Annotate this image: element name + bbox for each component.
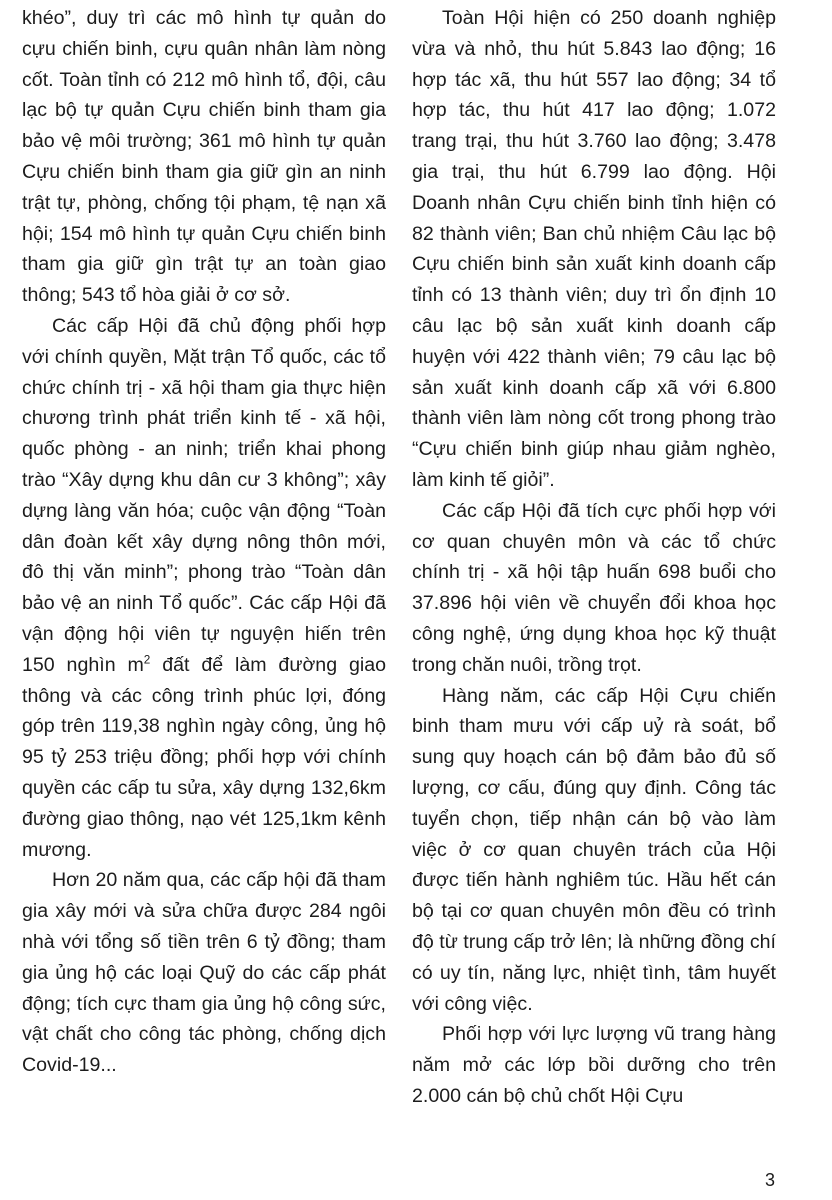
text-column-right [412,3,776,1112]
paragraph: Các cấp Hội đã tích cực phối hợp với cơ quan chuyên môn và các tổ chức chính trị - xã hội tập huấn 698 buổi cho 37.896 hội viên về chuyển đổi khoa học công nghệ, ứng dụng khoa học kỹ thuật trong chăn nuôi, trồng trọt. [412,499,776,676]
paragraph: Hàng năm, các cấp Hội Cựu chiến binh tham mưu với cấp uỷ rà soát, bổ sung quy hoạch cán bộ đảm bảo đủ số lượng, cơ cấu, đúng quy định. Công tác tuyển chọn, tiếp nhận cán bộ vào làm việc ở cơ quan chuyên trách của Hội được tiến hành nghiêm túc. Hầu hết cán bộ tại cơ quan chuyên môn đều có trình độ từ trung cấp trở lên; là những đồng chí có uy tín, năng lực, nhiệt tình, tâm huyết với công việc. [412,684,776,1015]
paragraph: khéo”, duy trì các mô hình tự quản do cựu chiến binh, cựu quân nhân làm nòng cốt. Toàn tỉnh có 212 mô hình tổ, đội, câu lạc bộ tự quản Cựu chiến binh tham gia bảo vệ môi trường; 361 mô hình tự quản Cựu chiến binh tham gia giữ gìn an ninh trật tự, phòng, chống tội phạm, tệ nạn xã hội; 154 mô hình tự quản Cựu chiến binh tham gia giữ gìn trật tự an toàn giao thông; 543 tổ hòa giải ở cơ sở. [22,7,386,307]
paragraph [22,311,386,865]
page-number: 3 [764,1170,775,1190]
paragraph-text: Các cấp Hội đã chủ động phối hợp với chính quyền, Mặt trận Tổ quốc, các tổ chức chính trị - xã hội tham gia thực hiện chương trình phát triển kinh tế - xã hội, quốc phòng - an ninh; triển khai phong trào “Xây dựng khu dân cư 3 không”; xây dựng làng văn hóa; cuộc vận động “Toàn dân đoàn kết xây dựng nông thôn mới, đô thị văn minh”; phong trào “Toàn dân bảo vệ an ninh Tổ quốc”. Các cấp Hội đã vận động hội viên tự nguyện hiến trên 150 nghìn m [22,314,386,676]
paragraph: Hơn 20 năm qua, các cấp hội đã tham gia xây mới và sửa chữa được 284 ngôi nhà với tổng số tiền trên 6 tỷ đồng; tham gia ủng hộ các loại Quỹ do các cấp phát động; tích cực tham gia ủng hộ công sức, vật chất cho công tác phòng, chống dịch Covid-19... [22,869,386,1077]
superscript: 2 [143,653,151,667]
paragraph-text: đất để làm đường giao thông và các công trình phúc lợi, đóng góp trên 119,38 nghìn ngày công, ủng hộ 95 tỷ 253 triệu đồng; phối hợp với chính quyền các cấp tu sửa, xây dựng 132,6km đường giao thông, nạo vét 125,1km kênh mương. [22,653,386,861]
text-column-left [22,3,386,1081]
paragraph: Toàn Hội hiện có 250 doanh nghiệp vừa và nhỏ, thu hút 5.843 lao động; 16 hợp tác xã, thu hút 557 lao động; 34 tổ hợp tác, thu hút 417 lao động; 1.072 trang trại, thu hút 3.760 lao động; 3.478 gia trại, thu hút 6.799 lao động. Hội Doanh nhân Cựu chiến binh tỉnh hiện có 82 thành viên; Ban chủ nhiệm Câu lạc bộ Cựu chiến binh sản xuất kinh doanh cấp tỉnh có 13 thành viên; duy trì ổn định 10 câu lạc bộ sản xuất kinh doanh cấp huyện với 422 thành viên; 79 câu lạc bộ sản xuất kinh doanh cấp xã với 6.800 thành viên làm nòng cốt trong phong trào “Cựu chiến binh giúp nhau giảm nghèo, làm kinh tế giỏi”. [412,7,776,491]
paragraph: Phối hợp với lực lượng vũ trang hàng năm mở các lớp bồi dưỡng cho trên 2.000 cán bộ chủ chốt Hội Cựu [412,1023,776,1107]
